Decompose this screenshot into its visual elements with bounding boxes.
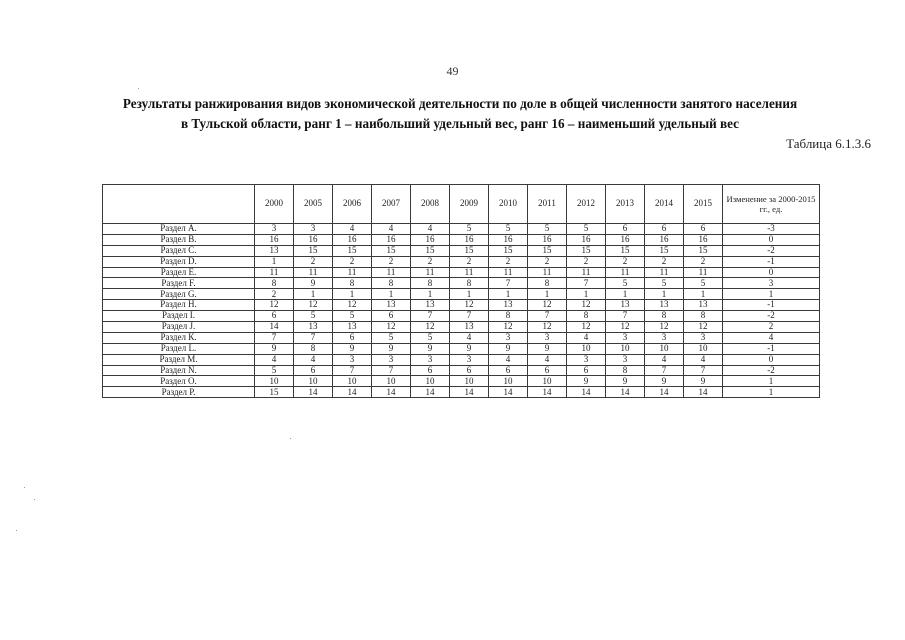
rank-cell: 9 bbox=[372, 343, 411, 354]
rank-cell: 9 bbox=[255, 343, 294, 354]
rank-cell: 10 bbox=[684, 343, 723, 354]
rank-cell: 1 bbox=[411, 289, 450, 300]
rank-cell: 8 bbox=[333, 278, 372, 289]
rank-cell: 9 bbox=[411, 343, 450, 354]
rank-cell: 9 bbox=[606, 376, 645, 387]
rank-cell: 7 bbox=[450, 311, 489, 322]
rank-cell: 2 bbox=[645, 256, 684, 267]
row-label: Раздел J. bbox=[103, 322, 255, 333]
rank-cell: 16 bbox=[684, 234, 723, 245]
rank-cell: 9 bbox=[294, 278, 333, 289]
change-cell: 1 bbox=[723, 289, 820, 300]
rank-cell: 3 bbox=[645, 332, 684, 343]
row-label: Раздел L. bbox=[103, 343, 255, 354]
rank-cell: 12 bbox=[684, 322, 723, 333]
rank-cell: 13 bbox=[333, 322, 372, 333]
rank-cell: 1 bbox=[606, 289, 645, 300]
rank-cell: 15 bbox=[294, 245, 333, 256]
rank-cell: 7 bbox=[606, 311, 645, 322]
table-row bbox=[103, 322, 820, 333]
rank-cell: 12 bbox=[645, 322, 684, 333]
rank-cell: 11 bbox=[255, 267, 294, 278]
rank-cell: 14 bbox=[606, 387, 645, 398]
rank-cell: 9 bbox=[489, 343, 528, 354]
rank-cell: 12 bbox=[333, 300, 372, 311]
rank-cell: 5 bbox=[294, 311, 333, 322]
rank-cell: 11 bbox=[489, 267, 528, 278]
rank-cell: 13 bbox=[606, 300, 645, 311]
rank-cell: 13 bbox=[645, 300, 684, 311]
rank-cell: 14 bbox=[489, 387, 528, 398]
rank-cell: 5 bbox=[645, 278, 684, 289]
rank-cell: 10 bbox=[528, 376, 567, 387]
rank-cell: 4 bbox=[684, 354, 723, 365]
rank-cell: 11 bbox=[372, 267, 411, 278]
table-row bbox=[103, 387, 820, 398]
rank-cell: 4 bbox=[294, 354, 333, 365]
rank-cell: 3 bbox=[372, 354, 411, 365]
rank-cell: 2 bbox=[684, 256, 723, 267]
rank-cell: 11 bbox=[684, 267, 723, 278]
rank-cell: 10 bbox=[255, 376, 294, 387]
rank-cell: 8 bbox=[372, 278, 411, 289]
change-cell: -1 bbox=[723, 343, 820, 354]
rank-cell: 1 bbox=[294, 289, 333, 300]
rank-cell: 13 bbox=[489, 300, 528, 311]
ranking-table bbox=[102, 184, 820, 398]
change-cell: -3 bbox=[723, 224, 820, 235]
rank-cell: 15 bbox=[411, 245, 450, 256]
rank-cell: 15 bbox=[255, 387, 294, 398]
header-year-2015: 2015 bbox=[684, 185, 723, 224]
rank-cell: 6 bbox=[645, 224, 684, 235]
table-row bbox=[103, 278, 820, 289]
rank-cell: 7 bbox=[528, 311, 567, 322]
rank-cell: 7 bbox=[294, 332, 333, 343]
rank-cell: 13 bbox=[684, 300, 723, 311]
table-body bbox=[103, 224, 820, 398]
table-row bbox=[103, 234, 820, 245]
rank-cell: 15 bbox=[528, 245, 567, 256]
rank-cell: 12 bbox=[567, 300, 606, 311]
rank-cell: 5 bbox=[606, 278, 645, 289]
change-cell: -2 bbox=[723, 365, 820, 376]
rank-cell: 16 bbox=[372, 234, 411, 245]
rank-cell: 7 bbox=[567, 278, 606, 289]
rank-cell: 7 bbox=[255, 332, 294, 343]
rank-cell: 11 bbox=[411, 267, 450, 278]
rank-cell: 14 bbox=[684, 387, 723, 398]
table-row bbox=[103, 332, 820, 343]
header-row bbox=[103, 185, 820, 224]
change-cell: 4 bbox=[723, 332, 820, 343]
rank-cell: 1 bbox=[567, 289, 606, 300]
rank-cell: 14 bbox=[528, 387, 567, 398]
rank-cell: 14 bbox=[567, 387, 606, 398]
table-row bbox=[103, 300, 820, 311]
table-row bbox=[103, 311, 820, 322]
rank-cell: 14 bbox=[645, 387, 684, 398]
rank-cell: 7 bbox=[372, 365, 411, 376]
rank-cell: 16 bbox=[411, 234, 450, 245]
table-row bbox=[103, 376, 820, 387]
header-year-2006: 2006 bbox=[333, 185, 372, 224]
header-corner-cell bbox=[103, 185, 255, 224]
rank-cell: 6 bbox=[333, 332, 372, 343]
rank-cell: 8 bbox=[255, 278, 294, 289]
rank-cell: 10 bbox=[645, 343, 684, 354]
rank-cell: 15 bbox=[450, 245, 489, 256]
rank-cell: 1 bbox=[528, 289, 567, 300]
header-year-2013: 2013 bbox=[606, 185, 645, 224]
row-label: Раздел А. bbox=[103, 224, 255, 235]
rank-cell: 15 bbox=[333, 245, 372, 256]
rank-cell: 7 bbox=[645, 365, 684, 376]
rank-cell: 5 bbox=[450, 224, 489, 235]
rank-cell: 12 bbox=[567, 322, 606, 333]
rank-cell: 13 bbox=[411, 300, 450, 311]
rank-cell: 6 bbox=[450, 365, 489, 376]
rank-cell: 3 bbox=[606, 354, 645, 365]
change-cell: -2 bbox=[723, 245, 820, 256]
rank-cell: 2 bbox=[489, 256, 528, 267]
rank-cell: 8 bbox=[528, 278, 567, 289]
rank-cell: 15 bbox=[567, 245, 606, 256]
rank-cell: 10 bbox=[294, 376, 333, 387]
rank-cell: 4 bbox=[255, 354, 294, 365]
table-row bbox=[103, 343, 820, 354]
rank-cell: 12 bbox=[489, 322, 528, 333]
rank-cell: 5 bbox=[372, 332, 411, 343]
rank-cell: 2 bbox=[372, 256, 411, 267]
rank-cell: 15 bbox=[645, 245, 684, 256]
rank-cell: 13 bbox=[450, 322, 489, 333]
rank-cell: 6 bbox=[684, 224, 723, 235]
rank-cell: 1 bbox=[255, 256, 294, 267]
rank-cell: 4 bbox=[411, 224, 450, 235]
rank-cell: 12 bbox=[255, 300, 294, 311]
rank-cell: 8 bbox=[411, 278, 450, 289]
rank-cell: 10 bbox=[450, 376, 489, 387]
rank-cell: 3 bbox=[294, 224, 333, 235]
rank-cell: 7 bbox=[333, 365, 372, 376]
row-label: Раздел В. bbox=[103, 234, 255, 245]
row-label: Раздел N. bbox=[103, 365, 255, 376]
row-label: Раздел Е. bbox=[103, 267, 255, 278]
rank-cell: 6 bbox=[528, 365, 567, 376]
rank-cell: 11 bbox=[606, 267, 645, 278]
rank-cell: 5 bbox=[528, 224, 567, 235]
change-cell: -2 bbox=[723, 311, 820, 322]
header-change: Изменение за 2000-2015 гг., ед. bbox=[723, 185, 820, 224]
rank-cell: 5 bbox=[333, 311, 372, 322]
rank-cell: 7 bbox=[411, 311, 450, 322]
rank-cell: 4 bbox=[528, 354, 567, 365]
rank-cell: 10 bbox=[606, 343, 645, 354]
rank-cell: 7 bbox=[489, 278, 528, 289]
rank-cell: 16 bbox=[528, 234, 567, 245]
row-label: Раздел М. bbox=[103, 354, 255, 365]
rank-cell: 16 bbox=[606, 234, 645, 245]
rank-cell: 13 bbox=[372, 300, 411, 311]
rank-cell: 12 bbox=[528, 300, 567, 311]
rank-cell: 13 bbox=[294, 322, 333, 333]
rank-cell: 16 bbox=[450, 234, 489, 245]
rank-cell: 1 bbox=[372, 289, 411, 300]
rank-cell: 11 bbox=[333, 267, 372, 278]
rank-cell: 15 bbox=[606, 245, 645, 256]
rank-cell: 6 bbox=[255, 311, 294, 322]
rank-cell: 3 bbox=[606, 332, 645, 343]
rank-cell: 16 bbox=[645, 234, 684, 245]
rank-cell: 5 bbox=[411, 332, 450, 343]
rank-cell: 10 bbox=[489, 376, 528, 387]
rank-cell: 11 bbox=[450, 267, 489, 278]
rank-cell: 14 bbox=[450, 387, 489, 398]
rank-cell: 3 bbox=[528, 332, 567, 343]
rank-cell: 3 bbox=[567, 354, 606, 365]
change-cell: -1 bbox=[723, 300, 820, 311]
rank-cell: 4 bbox=[450, 332, 489, 343]
rank-cell: 5 bbox=[567, 224, 606, 235]
change-cell: 2 bbox=[723, 322, 820, 333]
rank-cell: 15 bbox=[372, 245, 411, 256]
rank-cell: 10 bbox=[333, 376, 372, 387]
rank-cell: 1 bbox=[333, 289, 372, 300]
table-label: Таблица 6.1.3.6 bbox=[786, 136, 871, 151]
rank-cell: 10 bbox=[567, 343, 606, 354]
rank-cell: 5 bbox=[489, 224, 528, 235]
row-label: Раздел G. bbox=[103, 289, 255, 300]
rank-cell: 11 bbox=[645, 267, 684, 278]
rank-cell: 1 bbox=[684, 289, 723, 300]
rank-cell: 2 bbox=[411, 256, 450, 267]
rank-cell: 3 bbox=[333, 354, 372, 365]
rank-cell: 16 bbox=[567, 234, 606, 245]
rank-cell: 6 bbox=[294, 365, 333, 376]
title-line-1: Результаты ранжирования видов экономической деятельности по доле в общей численности занятого населения bbox=[122, 96, 798, 111]
table-row bbox=[103, 289, 820, 300]
rank-cell: 10 bbox=[411, 376, 450, 387]
rank-cell: 14 bbox=[372, 387, 411, 398]
rank-cell: 1 bbox=[489, 289, 528, 300]
header-year-2010: 2010 bbox=[489, 185, 528, 224]
change-cell: -1 bbox=[723, 256, 820, 267]
header-year-2011: 2011 bbox=[528, 185, 567, 224]
rank-cell: 9 bbox=[333, 343, 372, 354]
rank-cell: 2 bbox=[294, 256, 333, 267]
rank-cell: 3 bbox=[411, 354, 450, 365]
change-cell: 0 bbox=[723, 354, 820, 365]
header-year-2008: 2008 bbox=[411, 185, 450, 224]
rank-cell: 6 bbox=[411, 365, 450, 376]
rank-cell: 12 bbox=[294, 300, 333, 311]
header-year-2007: 2007 bbox=[372, 185, 411, 224]
rank-cell: 2 bbox=[528, 256, 567, 267]
rank-cell: 12 bbox=[450, 300, 489, 311]
change-cell: 3 bbox=[723, 278, 820, 289]
rank-cell: 12 bbox=[372, 322, 411, 333]
change-cell: 0 bbox=[723, 234, 820, 245]
rank-cell: 2 bbox=[567, 256, 606, 267]
rank-cell: 8 bbox=[567, 311, 606, 322]
page-number: 49 bbox=[446, 64, 459, 78]
row-label: Раздел О. bbox=[103, 376, 255, 387]
table-row bbox=[103, 245, 820, 256]
header-year-2012: 2012 bbox=[567, 185, 606, 224]
title-line-2: в Тульской области, ранг 1 – наибольший удельный вес, ранг 16 – наименьший удельный вес bbox=[180, 116, 740, 131]
rank-cell: 14 bbox=[255, 322, 294, 333]
rank-cell: 9 bbox=[567, 376, 606, 387]
table-row bbox=[103, 267, 820, 278]
table-row bbox=[103, 224, 820, 235]
document-title bbox=[60, 94, 860, 134]
rank-cell: 8 bbox=[684, 311, 723, 322]
rank-cell: 7 bbox=[684, 365, 723, 376]
rank-cell: 8 bbox=[489, 311, 528, 322]
rank-cell: 2 bbox=[450, 256, 489, 267]
header-year-2014: 2014 bbox=[645, 185, 684, 224]
table-row bbox=[103, 256, 820, 267]
rank-cell: 13 bbox=[255, 245, 294, 256]
rank-cell: 4 bbox=[645, 354, 684, 365]
rank-cell: 14 bbox=[333, 387, 372, 398]
rank-cell: 2 bbox=[606, 256, 645, 267]
rank-cell: 11 bbox=[567, 267, 606, 278]
row-label: Раздел К. bbox=[103, 332, 255, 343]
rank-cell: 2 bbox=[255, 289, 294, 300]
rank-cell: 12 bbox=[606, 322, 645, 333]
row-label: Раздел Р. bbox=[103, 387, 255, 398]
rank-cell: 16 bbox=[255, 234, 294, 245]
rank-cell: 14 bbox=[294, 387, 333, 398]
rank-cell: 11 bbox=[528, 267, 567, 278]
change-cell: 1 bbox=[723, 376, 820, 387]
rank-cell: 5 bbox=[255, 365, 294, 376]
table-row bbox=[103, 354, 820, 365]
table-row bbox=[103, 365, 820, 376]
rank-cell: 16 bbox=[489, 234, 528, 245]
rank-cell: 6 bbox=[372, 311, 411, 322]
rank-cell: 1 bbox=[450, 289, 489, 300]
rank-cell: 3 bbox=[489, 332, 528, 343]
row-label: Раздел D. bbox=[103, 256, 255, 267]
rank-cell: 15 bbox=[684, 245, 723, 256]
rank-cell: 12 bbox=[528, 322, 567, 333]
row-label: Раздел F. bbox=[103, 278, 255, 289]
rank-cell: 15 bbox=[489, 245, 528, 256]
rank-cell: 9 bbox=[528, 343, 567, 354]
rank-cell: 16 bbox=[333, 234, 372, 245]
row-label: Раздел I. bbox=[103, 311, 255, 322]
row-label: Раздел Н. bbox=[103, 300, 255, 311]
rank-cell: 1 bbox=[645, 289, 684, 300]
rank-cell: 12 bbox=[411, 322, 450, 333]
change-cell: 1 bbox=[723, 387, 820, 398]
rank-cell: 9 bbox=[450, 343, 489, 354]
rank-cell: 4 bbox=[372, 224, 411, 235]
table-header bbox=[103, 185, 820, 224]
rank-cell: 11 bbox=[294, 267, 333, 278]
header-year-2009: 2009 bbox=[450, 185, 489, 224]
rank-cell: 8 bbox=[645, 311, 684, 322]
header-year-2005: 2005 bbox=[294, 185, 333, 224]
rank-cell: 4 bbox=[333, 224, 372, 235]
row-label: Раздел С. bbox=[103, 245, 255, 256]
rank-cell: 3 bbox=[255, 224, 294, 235]
rank-cell: 3 bbox=[450, 354, 489, 365]
rank-cell: 14 bbox=[411, 387, 450, 398]
rank-cell: 9 bbox=[645, 376, 684, 387]
header-year-2000: 2000 bbox=[255, 185, 294, 224]
rank-cell: 6 bbox=[567, 365, 606, 376]
rank-cell: 9 bbox=[684, 376, 723, 387]
rank-cell: 5 bbox=[684, 278, 723, 289]
rank-cell: 8 bbox=[450, 278, 489, 289]
rank-cell: 10 bbox=[372, 376, 411, 387]
rank-cell: 8 bbox=[606, 365, 645, 376]
rank-cell: 2 bbox=[333, 256, 372, 267]
rank-cell: 4 bbox=[489, 354, 528, 365]
change-cell: 0 bbox=[723, 267, 820, 278]
rank-cell: 16 bbox=[294, 234, 333, 245]
rank-cell: 4 bbox=[567, 332, 606, 343]
rank-cell: 3 bbox=[684, 332, 723, 343]
rank-cell: 6 bbox=[489, 365, 528, 376]
rank-cell: 6 bbox=[606, 224, 645, 235]
rank-cell: 8 bbox=[294, 343, 333, 354]
